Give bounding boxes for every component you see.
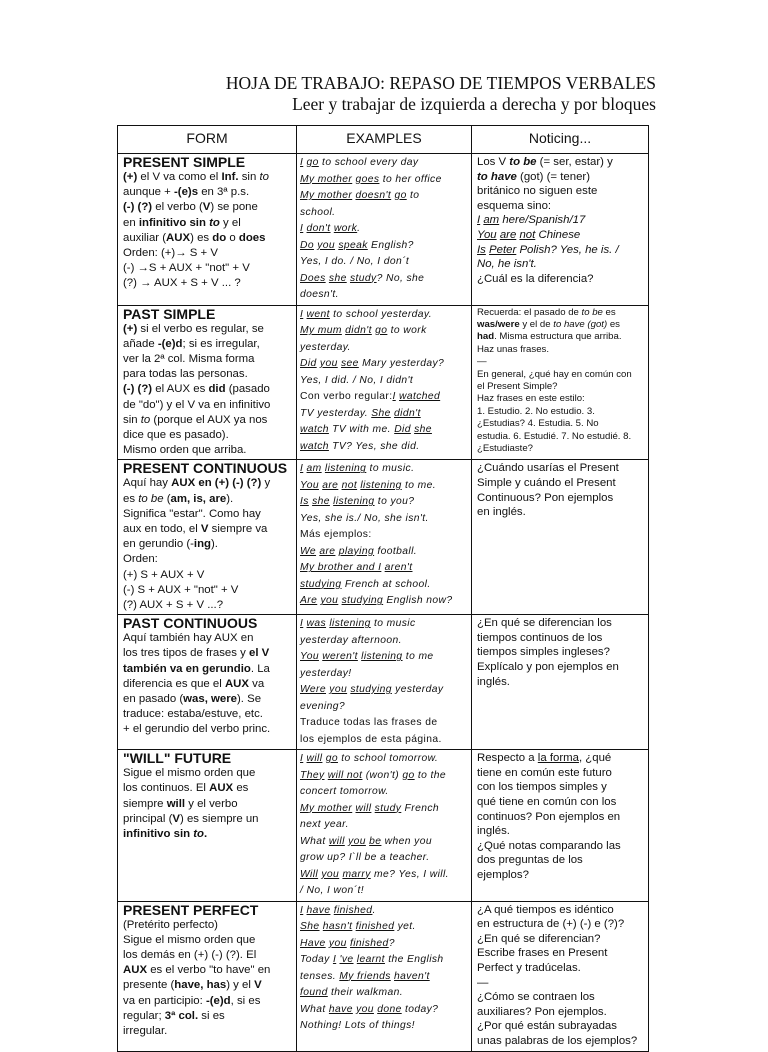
- row-heading: "WILL" FUTURE: [123, 750, 232, 767]
- header-row: [118, 126, 649, 154]
- table-row: [118, 460, 649, 615]
- noticing-cell: Respecto a la forma, ¿qué tiene en común este futuro con los tiempos simples y qué tiene en común con los continuos? Pon ejemplos en inglés. ¿Qué notas comparando las dos preguntas de los ejemplos?: [472, 750, 649, 902]
- header-examples: EXAMPLES: [297, 126, 472, 154]
- examples-cell: I am listening to music. You are not listening to me. Is she listening to you? Yes, she is./ No, she isn't. Más ejemplos: We are playing football. My brother and I aren't studying French at school. Are you studying English now?: [297, 460, 472, 615]
- header-form: FORM: [118, 126, 297, 154]
- verb-tense-table: [117, 125, 649, 1052]
- row-heading: PRESENT PERFECT: [123, 901, 259, 918]
- form-cell: PRESENT PERFECT (Pretérito perfecto) Sigue el mismo orden que los demás en (+) (-) (?). El AUX es el verbo "to have" en presente (have, has) y el V va en participio: -(e)d, si es regular; 3ª col. si es irregular.: [118, 901, 297, 1051]
- form-cell: PAST SIMPLE (+) si el verbo es regular, se añade -(e)d; si es irregular, ver la 2ª col. Misma forma para todas las personas. (-) (?) el AUX es did (pasado de "do") y el V va en infinitivo sin to (porque el AUX ya nos dice que es pasado). Mismo orden que arriba.: [118, 305, 297, 460]
- noticing-cell: Recuerda: el pasado de to be es was/were y el de to have (got) es had. Misma estructura que arriba. Haz unas frases. — En general, ¿qué hay en común con el Present Simple? Haz frases en este estilo: 1. Estudio. 2. No estudio. 3. ¿Estudias? 4. Estudia. 5. No estudia. 6. Estudié. 7. No estudié. 8. ¿Estudiaste?: [472, 305, 649, 460]
- examples-cell: I have finished. She hasn't finished yet. Have you finished? Today I 've learnt the English tenses. My friends haven't found their walkman. What have you done today? Nothing! Lots of things!: [297, 901, 472, 1051]
- examples-cell: I go to school every day My mother goes to her office My mother doesn't go to school. I don't work. Do you speak English? Yes, I do. / No, I don´t Does she study? No, she doesn't.: [297, 154, 472, 306]
- form-cell: "WILL" FUTURE Sigue el mismo orden que los continuos. El AUX es siempre will y el verbo principal (V) es siempre un infinitivo sin to.: [118, 750, 297, 902]
- form-cell: PRESENT SIMPLE (+) el V va como el Inf. sin to aunque + -(e)s en 3ª p.s. (-) (?) el verbo (V) se pone en infinitivo sin to y el auxiliar (AUX) es do o does Orden: (+)→ S + V (-) →S + AUX + "not" + V (?) → AUX + S + V ... ?: [118, 154, 297, 306]
- form-cell: PAST CONTINUOUS Aquí también hay AUX en los tres tipos de frases y el V también va en gerundio. La diferencia es que el AUX va en pasado (was, were). Se traduce: estaba/estuve, etc. + el gerundio del verbo princ.: [118, 615, 297, 750]
- examples-cell: I was listening to music yesterday afternoon. You weren't listening to me yesterday! Were you studying yesterday evening? Traduce todas las frases de los ejemplos de esta página.: [297, 615, 472, 750]
- worksheet-subtitle: Leer y trabajar de izquierda a derecha y por bloques: [292, 94, 656, 114]
- form-cell: PRESENT CONTINUOUS Aquí hay AUX en (+) (-) (?) y es to be (am, is, are). Significa "estar". Como hay aux en todo, el V siempre va en gerundio (-ing). Orden: (+) S + AUX + V (-) S + AUX + "not" + V (?) AUX + S + V ...?: [118, 460, 297, 615]
- noticing-cell: ¿Cuándo usarías el Present Simple y cuándo el Present Continuous? Pon ejemplos en inglés.: [472, 460, 649, 615]
- row-heading: PAST CONTINUOUS: [123, 615, 258, 632]
- table-row: [118, 901, 649, 1051]
- row-heading: PRESENT SIMPLE: [123, 154, 246, 170]
- noticing-cell: Los V to be (= ser, estar) y to have (got) (= tener) británico no siguen este esquema sino: I am here/Spanish/17 You are not Chinese Is Peter Polish? Yes, he is. / No, he isn't. ¿Cuál es la diferencia?: [472, 154, 649, 306]
- table-row: [118, 615, 649, 750]
- noticing-cell: ¿En qué se diferencian los tiempos continuos de los tiempos simples ingleses? Explícalo y pon ejemplos en inglés.: [472, 615, 649, 750]
- row-heading: PRESENT CONTINUOUS: [123, 460, 288, 477]
- noticing-cell: ¿A qué tiempos es idéntico en estructura de (+) (-) e (?)? ¿En qué se diferencian? Escribe frases en Present Perfect y tradúcelas. — ¿Cómo se contraen los auxiliares? Pon ejemplos. ¿Por qué están subrayadas unas palabras de los ejemplos?: [472, 901, 649, 1051]
- header-noticing: Noticing...: [472, 126, 649, 154]
- table-row: [118, 750, 649, 902]
- table-row: [118, 154, 649, 306]
- examples-cell: I will go to school tomorrow. They will not (won't) go to the concert tomorrow. My mother will study French next year. What will you be when you grow up? I`ll be a teacher. Will you marry me? Yes, I will. / No, I won´t!: [297, 750, 472, 902]
- examples-cell: I went to school yesterday. My mum didn't go to work yesterday. Did you see Mary yesterday? Yes, I did. / No, I didn't Con verbo regular:I watched TV yesterday. She didn't watch TV with me. Did she watch TV? Yes, she did.: [297, 305, 472, 460]
- row-heading: PAST SIMPLE: [123, 305, 216, 322]
- worksheet-title: HOJA DE TRABAJO: REPASO DE TIEMPOS VERBALES: [225, 73, 656, 93]
- table-row: [118, 305, 649, 460]
